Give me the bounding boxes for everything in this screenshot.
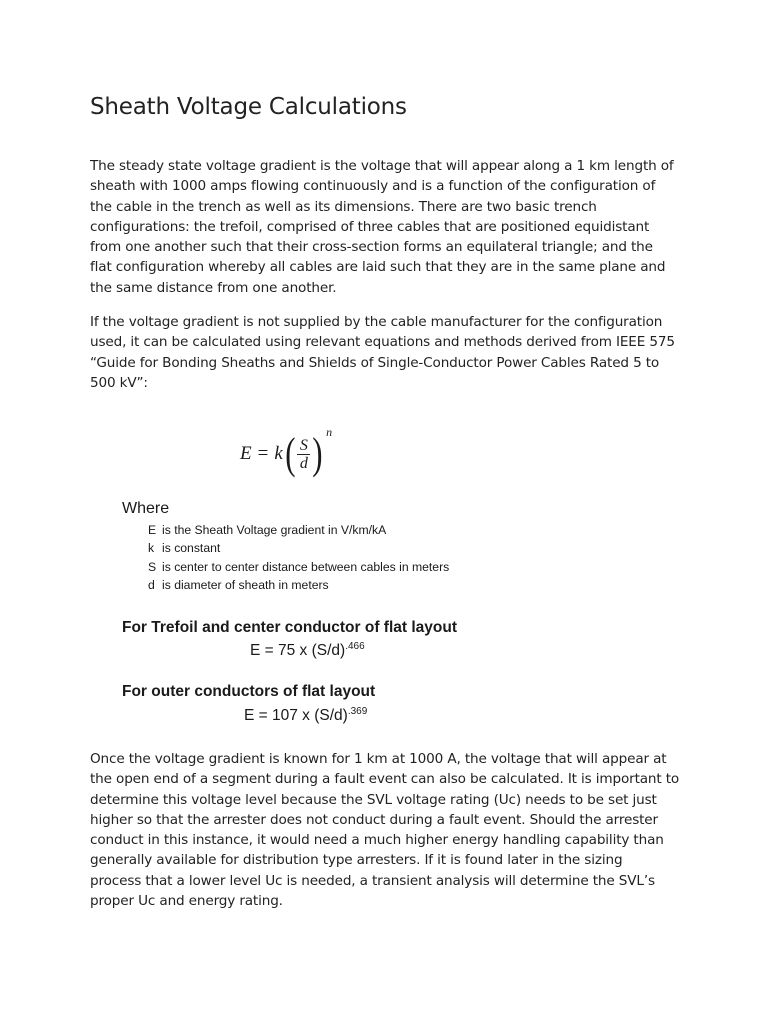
left-paren: ( (284, 429, 296, 478)
text-line: used, it can be calculated using relevant equations and methods derived from IEEE 575 (90, 334, 675, 351)
definition-text: is the Sheath Voltage gradient in V/km/kA (162, 523, 387, 537)
text-line: flat configuration whereby all cables are laid such that they are in the same plane and (90, 259, 666, 276)
equation-exponent: n (326, 424, 333, 439)
definition-symbol: k (148, 541, 155, 556)
text-line: higher so that the arrester does not conduct during a fault event. Should the arrester (90, 811, 658, 828)
equation-coefficient: k (274, 443, 283, 464)
trefoil-heading: For Trefoil and center conductor of flat layout (122, 619, 457, 636)
text-line: “Guide for Bonding Sheaths and Shields of Single-Conductor Power Cables Rated 5 to (90, 354, 660, 371)
text-line: configurations: the trefoil, comprised of three cables that are positioned equidistant (90, 218, 650, 235)
definition-row (148, 558, 449, 576)
text-line: If the voltage gradient is not supplied by the cable manufacturer for the configuration (90, 314, 663, 330)
text-line: generally available for distribution type arresters. If it is found later in the sizing (90, 852, 623, 869)
intro-paragraph (90, 156, 690, 298)
text-line: the same distance from one another. (90, 279, 337, 296)
outer-formula (244, 706, 367, 725)
text-line: from one another such that their cross-section forms an equilateral triangle; and the (90, 239, 653, 256)
text-line: Once the voltage gradient is known for 1 km at 1000 A, the voltage that will appear at (90, 751, 667, 767)
definition-text: is diameter of sheath in meters (162, 577, 329, 592)
definition-row (148, 576, 449, 594)
text-line: proper Uᴄ and energy rating. (90, 893, 283, 910)
outer-formula-exponent: .369 (347, 706, 368, 717)
outer-heading: For outer conductors of flat layout (122, 683, 376, 700)
equation-lhs: E (240, 443, 252, 464)
definitions-list (148, 521, 449, 594)
equation-fraction (297, 437, 310, 472)
main-equation (240, 424, 332, 484)
text-line: process that a lower level Uᴄ is needed, a transient analysis will determine the SVL’s (90, 872, 655, 889)
definition-row (148, 539, 449, 557)
where-label: Where (122, 500, 170, 517)
equation-equals: = (257, 443, 269, 464)
text-line: conduct in this instance, it would need a much higher energy handling capability than (90, 832, 664, 849)
ieee-paragraph (90, 312, 690, 393)
definition-text: is center to center distance between cables in meters (162, 559, 450, 574)
definition-text: is constant (162, 541, 221, 556)
outer-formula-base: E = 107 x (S/d) (244, 707, 348, 724)
definition-symbol: d (148, 577, 155, 592)
text-line: the cable in the trench as well as its dimensions. There are two basic trench (90, 198, 597, 215)
page-title: Sheath Voltage Calculations (90, 94, 407, 120)
trefoil-formula (250, 641, 365, 660)
text-line: sheath with 1000 amps flowing continuously and is a function of the configuration of (90, 178, 656, 195)
right-paren: ) (312, 429, 323, 478)
text-line: The steady state voltage gradient is the voltage that will appear along a 1 km length of (90, 158, 674, 174)
text-line: the open end of a segment during a fault event can also be calculated. It is important to (90, 771, 680, 788)
trefoil-formula-base: E = 75 x (S/d) (250, 642, 346, 659)
fault-paragraph (90, 749, 690, 911)
fraction-denominator: d (299, 454, 308, 472)
text-line: 500 kV”: (90, 374, 148, 391)
definition-symbol: E (148, 523, 157, 537)
fraction-numerator: S (299, 436, 308, 454)
definition-row (148, 521, 449, 539)
text-line: determine this voltage level because the SVL voltage rating (Uᴄ) needs to be set just (90, 791, 657, 808)
definition-symbol: S (148, 559, 157, 574)
trefoil-formula-exponent: .466 (345, 641, 365, 652)
equation-figure (116, 408, 516, 738)
